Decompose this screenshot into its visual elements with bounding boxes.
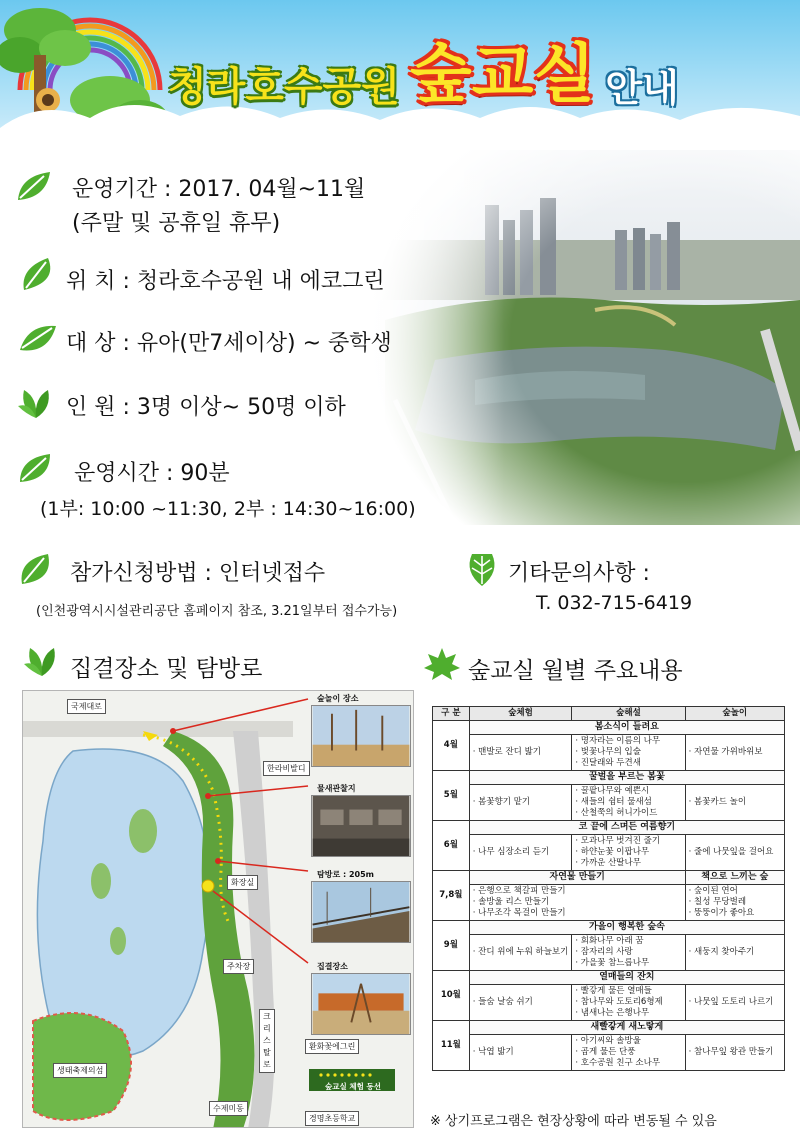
operation-period: 운영기간 : 2017. 04월~11월	[72, 177, 366, 202]
photo-forest-play	[311, 705, 411, 767]
cell-line: · 나무 심장소리 듣기	[472, 847, 550, 857]
cell-line: · 맨발로 잔디 밟기	[472, 747, 541, 757]
cell-line: · 산철쭉의 허니가이드	[575, 808, 658, 818]
table-row	[433, 735, 785, 771]
cell-line: · 솔방울 리스 만들기	[472, 897, 550, 907]
operation-hours-detail: (1부: 10:00 ~11:30, 2부 : 14:30~16:00)	[40, 498, 416, 520]
cell-line: · 냄새나는 은행나무	[575, 1008, 650, 1018]
location: 위 치 : 청라호수공원 내 에코그린	[66, 269, 385, 294]
cell-line: · 들숨 날숨 쉬기	[472, 997, 533, 1007]
cell-line: · 아기씨와 솔방울	[575, 1036, 641, 1046]
month-cell: 10월	[433, 971, 470, 1021]
map-label-school: 경명초등학교	[305, 1111, 359, 1126]
cell-line: · 모과나무 벗겨진 줄기	[575, 836, 661, 846]
map-label-toilet: 화장실	[227, 875, 258, 890]
leaf-icon	[18, 256, 58, 292]
leaf-icon	[18, 320, 58, 356]
theme-cell: 새빨갛게 새노랗게	[469, 1021, 784, 1035]
cell-line: · 가까운 산딸나무	[575, 858, 641, 868]
table-row	[433, 935, 785, 971]
play-cell	[685, 985, 784, 1021]
theme-cell: 열매들의 잔치	[469, 971, 784, 985]
table-row	[433, 885, 785, 921]
map-label-festival: 생태축제의섬	[53, 1063, 107, 1078]
cell-line: · 명자라는 이름의 나무	[575, 736, 661, 746]
caption-forest-play: 숲놀이 장소	[317, 694, 359, 703]
play-cell	[685, 785, 784, 821]
experience-cell	[469, 885, 685, 921]
park-trail-map	[22, 690, 414, 1128]
cell-line: · 새둥지 찾아주기	[688, 947, 755, 957]
page-title	[168, 38, 679, 118]
cell-line: · 호수공원 친구 소나무	[575, 1058, 661, 1068]
application-method: 참가신청방법 : 인터넷접수	[70, 561, 326, 586]
experience-cell	[469, 985, 572, 1021]
map-label-road: 국제대로	[67, 699, 106, 714]
leaf-icon	[16, 552, 56, 588]
cell-line: · 나무조각 목걸이 만들기	[472, 908, 566, 918]
month-cell: 7,8월	[433, 871, 470, 921]
month-cell: 11월	[433, 1021, 470, 1071]
table-row	[433, 1035, 785, 1071]
cell-line: · 자연물 가위바위보	[688, 747, 763, 757]
commentary-cell	[572, 1035, 685, 1071]
monthly-schedule-table	[432, 706, 785, 1071]
experience-cell	[469, 835, 572, 871]
cell-line: · 곱게 물든 단풍	[575, 1047, 636, 1057]
title-guide: 안내	[605, 66, 679, 110]
table-row	[433, 985, 785, 1021]
cell-line: · 참나무잎 왕관 만들기	[688, 1047, 774, 1057]
commentary-cell	[572, 785, 685, 821]
aerial-park-photo	[345, 150, 800, 525]
map-label-building: 한라비발디	[263, 761, 310, 776]
table-row-theme	[433, 971, 785, 985]
month-cell: 6월	[433, 821, 470, 871]
schedule-section-title: 숲교실 월별 주요내용	[468, 658, 683, 684]
table-row-theme	[433, 771, 785, 785]
col-header-commentary: 숲해설	[572, 707, 685, 721]
theme-cell: 자연물 만들기	[469, 871, 685, 885]
month-cell: 5월	[433, 771, 470, 821]
commentary-cell	[572, 735, 685, 771]
cell-line: · 숲이된 연어	[688, 886, 738, 896]
title-park-name: 청라호수공원	[168, 64, 400, 110]
play-cell	[685, 935, 784, 971]
table-row	[433, 835, 785, 871]
cell-line: · 나뭇잎 도토리 나르기	[688, 997, 774, 1007]
map-label-crossroad: 크리스탈로	[259, 1009, 275, 1073]
cell-line: · 잔디 위에 누워 하늘보기	[472, 947, 569, 957]
col-header-play: 숲놀이	[685, 707, 784, 721]
table-header-row	[433, 707, 785, 721]
contact-phone: T. 032-715-6419	[536, 592, 693, 614]
table-row-theme	[433, 821, 785, 835]
schedule-footnote: ※ 상기프로그램은 현장상황에 따라 변동될 수 있음	[430, 1114, 717, 1129]
month-cell: 4월	[433, 721, 470, 771]
cell-line: · 은행으로 책갈피 만들기	[472, 886, 566, 896]
photo-meeting	[311, 973, 411, 1035]
commentary-cell	[572, 935, 685, 971]
cell-line: · 하얀눈꽃 이팝나무	[575, 847, 650, 857]
map-label-parking: 주차장	[223, 959, 254, 974]
photo-observatory	[311, 795, 411, 857]
col-header-experience: 숲체험	[469, 707, 572, 721]
cell-line: · 꿀팥나무와 예쁜시	[575, 786, 650, 796]
operation-period-note: (주말 및 공휴일 휴무)	[72, 211, 281, 236]
operation-hours: 운영시간 : 90분	[74, 461, 230, 486]
leaf-icon	[462, 552, 502, 588]
theme-cell: 코 끝에 스며든 여름향기	[469, 821, 784, 835]
contact-label: 기타문의사항 :	[508, 561, 650, 586]
col-header-category: 구 분	[433, 707, 470, 721]
experience-cell	[469, 1035, 572, 1071]
caption-meeting: 집결장소	[317, 962, 348, 971]
play-cell	[685, 885, 784, 921]
caption-trail: 탐방로 : 205m	[317, 870, 374, 879]
table-row	[433, 785, 785, 821]
cell-line: · 벚꽃나무의 입술	[575, 747, 641, 757]
leaf-icon	[16, 450, 56, 486]
maple-leaf-icon	[422, 646, 462, 682]
play-cell	[685, 835, 784, 871]
header-banner	[0, 0, 800, 148]
cell-line: · 진달래와 두견새	[575, 758, 641, 768]
caption-observatory: 물새관찰지	[317, 784, 356, 793]
cell-line: · 빨갛게 물든 열매들	[575, 986, 652, 996]
capacity: 인 원 : 3명 이상~ 50명 이하	[66, 395, 346, 420]
map-label-waterplay: 수제미동	[209, 1101, 248, 1116]
legend-trail-route: 숲교실 체험 동선	[325, 1082, 381, 1091]
experience-cell	[469, 735, 572, 771]
leaf-cluster-icon	[16, 384, 56, 420]
target-audience: 대 상 : 유아(만7세이상) ~ 중학생	[66, 331, 392, 356]
leaf-cluster-icon	[22, 642, 62, 678]
cell-line: · 줄에 나뭇잎을 걸어요	[688, 847, 774, 857]
theme-cell: 꿀벌을 부르는 봄꽃	[469, 771, 784, 785]
cell-line: · 참나무와 도토리6형제	[575, 997, 663, 1007]
month-cell: 9월	[433, 921, 470, 971]
title-forest-class: 숲교실	[409, 38, 596, 112]
cell-line: · 가을꽃 참느릅나무	[575, 958, 650, 968]
map-section-title: 집결장소 및 탐방로	[70, 656, 263, 682]
cell-line: · 봄꽃카드 놀이	[688, 797, 747, 807]
cell-line: · 잠자리의 사랑	[575, 947, 633, 957]
experience-cell	[469, 785, 572, 821]
cell-line: · 뚱뚱이가 좋아요	[688, 908, 755, 918]
cell-line: · 봄꽃향기 맡기	[472, 797, 531, 807]
cell-line: · 회화나무 아래 꿈	[575, 936, 644, 946]
theme-cell: 책으로 느끼는 숲	[685, 871, 784, 885]
photo-trail	[311, 881, 411, 943]
cell-line: · 칠성 무당벌레	[688, 897, 747, 907]
table-row-theme	[433, 721, 785, 735]
commentary-cell	[572, 835, 685, 871]
map-label-ecogreen: 환화꽃에그린	[305, 1039, 359, 1054]
play-cell	[685, 735, 784, 771]
commentary-cell	[572, 985, 685, 1021]
experience-cell	[469, 935, 572, 971]
play-cell	[685, 1035, 784, 1071]
cell-line: · 낙엽 밟기	[472, 1047, 514, 1057]
table-row-theme	[433, 921, 785, 935]
table-row-theme	[433, 1021, 785, 1035]
leaf-icon	[14, 168, 54, 204]
application-note: (인천광역시시설관리공단 홈페이지 참조, 3.21일부터 접수가능)	[36, 604, 398, 619]
theme-cell: 가을이 행복한 숲속	[469, 921, 784, 935]
theme-cell: 봄소식이 들려요	[469, 721, 784, 735]
table-row-theme	[433, 871, 785, 885]
cell-line: · 새들의 쉼터 물새섬	[575, 797, 652, 807]
